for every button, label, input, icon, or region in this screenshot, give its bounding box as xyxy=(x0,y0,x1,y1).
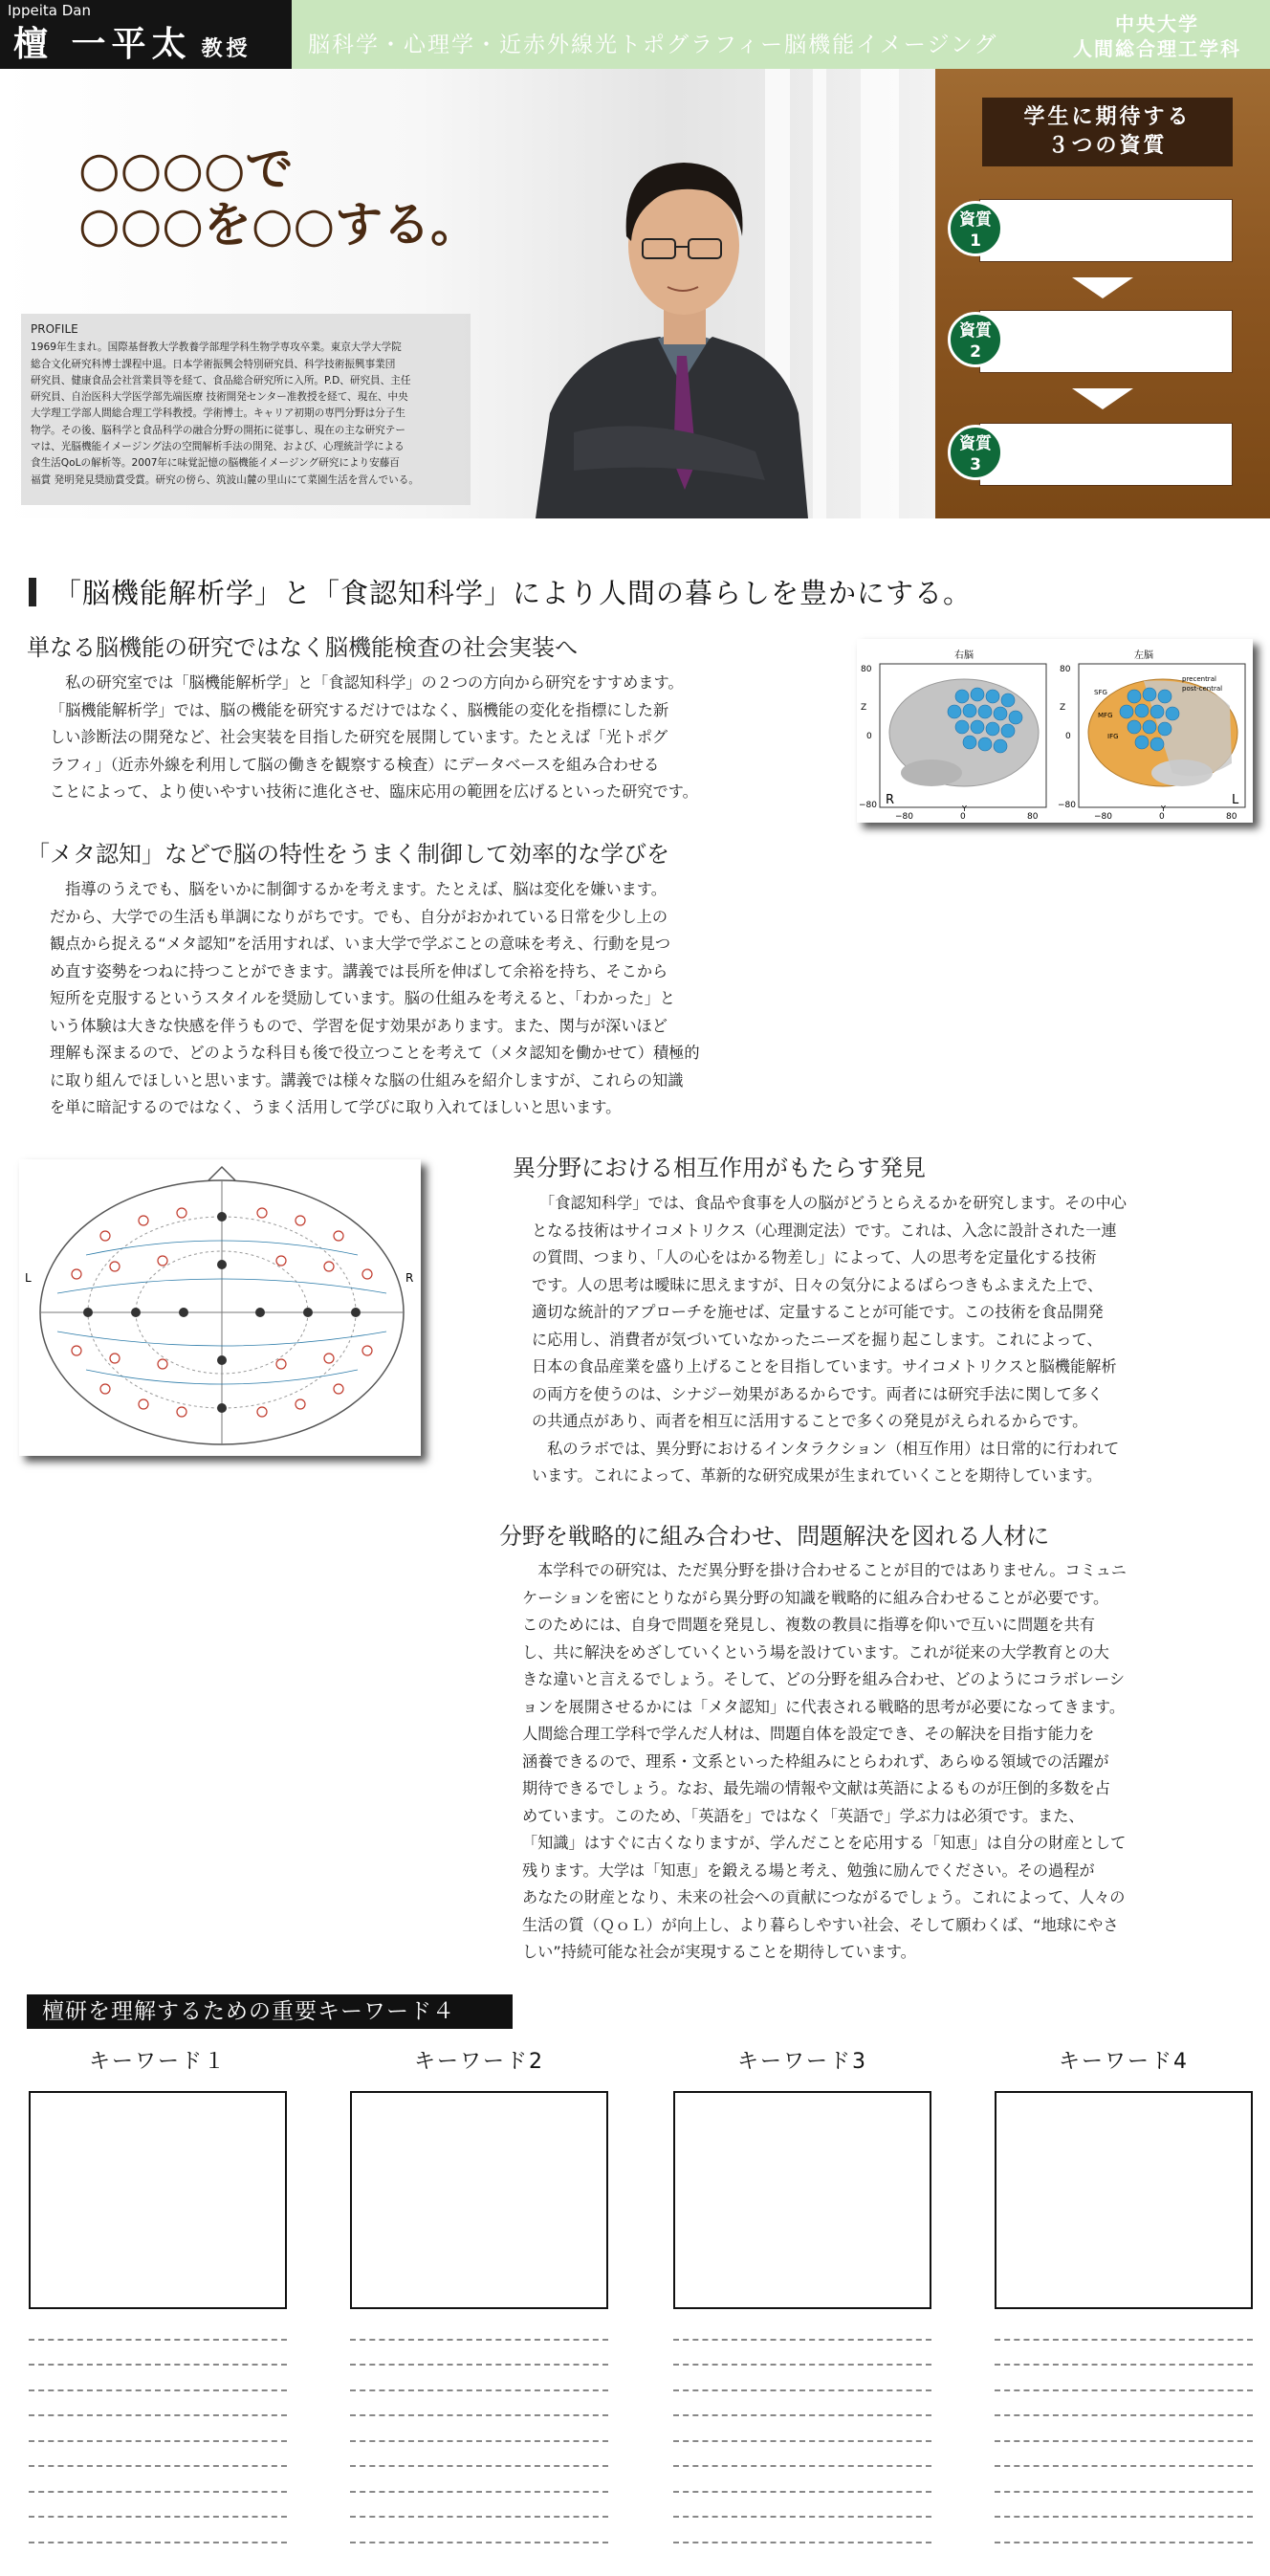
tick-label: −80 xyxy=(1094,812,1112,822)
paragraph-4 xyxy=(522,1557,1249,1967)
region-label: post-central xyxy=(1182,685,1223,693)
text-line: の質問、つまり、「人の心をはかる物差し」によって、人の思考を定量化する技術 xyxy=(532,1248,1097,1266)
tick-label: −80 xyxy=(895,812,913,822)
section-title-bar xyxy=(29,578,36,606)
tick-label: 80 xyxy=(1027,812,1039,822)
name-title: 教授 xyxy=(201,37,252,61)
text-line: ことによって、より使いやすい技術に進化させ、臨床応用の範囲を広げるといった研究です。 xyxy=(50,782,698,801)
profile-line: 福賞 発明発見奨励賞受賞。研究の傍ら、筑波山麓の里山にて菜園生活を営んでいる。 xyxy=(31,473,419,486)
region-label: precentral xyxy=(1182,675,1216,683)
figure-right-title: 左脳 xyxy=(1134,650,1153,661)
text-line: 本学科での研究は、ただ異分野を掛け合わせることが目的ではありません。コミュニ xyxy=(522,1561,1127,1579)
profile-line: 大学理工学部人間総合理工学科教授。学術博士。キャリア初期の専門分野は分子生 xyxy=(31,407,405,420)
text-line: いう体験は大きな快感を伴うもので、学習を促す効果があります。また、関与が深いほど xyxy=(50,1016,668,1035)
text-line: 「知識」はすぐに古くなりますが、学んだことを応用する「知恵」は自分の財産として xyxy=(522,1834,1127,1852)
text-line: 残ります。大学は「知恵」を鍛える場と考え、勉強に励んでください。その過程が xyxy=(522,1860,1095,1880)
keywords-heading: 檀研を理解するための重要キーワード４ xyxy=(27,1994,513,2029)
text-line: 指導のうえでも、脳をいかに制御するかを考えます。たとえば、脳は変化を嫌います。 xyxy=(50,880,667,898)
figure-left-title: 右脳 xyxy=(954,650,974,661)
paragraph-3 xyxy=(532,1190,1249,1490)
text-line: を単に暗記するのではなく、うまく活用して学びに取り入れてほしいと思います。 xyxy=(50,1098,622,1116)
region-label: MFG xyxy=(1098,712,1113,719)
tick-label: 80 xyxy=(861,665,872,674)
text-line: め直す姿勢をつねに持つことができます。講義では長所を伸ばして余裕を持ち、そこから xyxy=(50,961,668,980)
text-line: きな違いと言えるでしょう。そして、どの分野を組み合わせ、どのようにコラボレーシ xyxy=(522,1670,1126,1688)
profile-line: 研究員、健康食品会社営業員等を経て、食品総合研究所に入所。P.D、研究員、主任 xyxy=(31,374,411,386)
qualities-title-line-1: 学生に期待する xyxy=(1023,105,1192,129)
university-name: 中央大学 xyxy=(1115,12,1199,35)
qualities-title xyxy=(982,98,1233,166)
text-line: 「脳機能解析学」では、脳の機能を研究するだけではなく、脳機能の変化を指標にした新 xyxy=(50,700,669,719)
subheading-4: 分野を戦略的に組み合わせ、問題解決を図れる人材に xyxy=(499,1523,1050,1550)
text-line: 私の研究室では「脳機能解析学」と「食認知科学」の２つの方向から研究をすすめます。 xyxy=(50,673,684,692)
quality-number: 2 xyxy=(970,342,981,362)
tick-label: 0 xyxy=(1159,812,1165,822)
text-line: の両方を使うのは、シナジー効果があるからです。両者には研究手法に関して多く xyxy=(532,1384,1104,1403)
axis-label: Z xyxy=(861,703,867,713)
quality-number: 3 xyxy=(970,455,981,474)
keyword-notes-2[interactable] xyxy=(350,2315,608,2543)
text-line: ケーションを密にとりながら異分野の知識を戦略的に組み合わせることが必要です。 xyxy=(522,1588,1109,1607)
text-line: の共通点があり、両者を相互に活用することで多くの発見がえられるからです。 xyxy=(532,1412,1088,1430)
subheading-1: 単なる脳機能の研究ではなく脳機能検査の社会実装へ xyxy=(27,634,578,661)
text-line: います。これによって、革新的な研究成果が生まれていくことを期待しています。 xyxy=(532,1466,1103,1485)
name-romaji: Ippeita Dan xyxy=(8,2,91,19)
region-label: IFG xyxy=(1107,733,1119,740)
subheading-3: 異分野における相互作用がもたらす発見 xyxy=(513,1155,926,1181)
text-line: ョンを展開させるかには「メタ認知」に代表される戦略的思考が必要になってきます。 xyxy=(522,1697,1126,1716)
keyword-box-2[interactable] xyxy=(350,2091,608,2309)
keyword-label-1: キーワード１ xyxy=(88,2050,227,2074)
text-line: あなたの財産となり、未来の社会への貢献につながるでしょう。これによって、人々の xyxy=(522,1888,1126,1906)
tick-label: −80 xyxy=(859,801,877,810)
text-line: 適切な統計的アプローチを施せば、定量することが可能です。この技術を食品開発 xyxy=(532,1303,1104,1321)
text-line: 観点から捉える“メタ認知”を活用すれば、いま大学で学ぶことの意味を考え、行動を見つ xyxy=(50,935,671,953)
profile-line: 物学。その後、脳科学と食品科学の融合分野の開拓に従事し、現在の主な研究テー xyxy=(31,424,405,436)
text-line: 期待できるでしょう。なお、最先端の情報や文献は英語によるものが圧倒的多数を占 xyxy=(522,1779,1110,1797)
text-line: 生活の質（ＱｏＬ）が向上し、より暮らしやすい社会、そして願わくば、“地球にやさ xyxy=(522,1915,1119,1934)
corner-label: R xyxy=(886,793,895,807)
text-line: めています。このため、「英語を」ではなく「英語で」学ぶ力は必須です。また、 xyxy=(522,1806,1084,1825)
probe-layout-figure xyxy=(19,1159,421,1456)
arrow-down-icon xyxy=(1072,277,1133,298)
text-line: このためには、自身で問題を発見し、複数の教員に指導を仰いで互いに問題を共有 xyxy=(522,1616,1095,1634)
profile-box xyxy=(21,314,471,505)
text-line: となる技術はサイコメトリクス（心理測定法）です。これは、入念に設計された一連 xyxy=(532,1221,1117,1240)
axis-label: Z xyxy=(1060,703,1066,713)
tick-label: 80 xyxy=(1060,665,1071,674)
text-line: 「食認知科学」では、食品や食事を人の脳がどうとらえるかを研究します。その中心 xyxy=(532,1194,1127,1212)
brain-topography-figure xyxy=(857,639,1253,823)
quality-number: 1 xyxy=(970,231,981,251)
text-line: 短所を克服するというスタイルを奨励しています。脳の仕組みを考えると、「わかった」と xyxy=(50,989,675,1007)
tick-label: 0 xyxy=(866,732,872,741)
keyword-label-2: キーワード2 xyxy=(414,2050,544,2074)
quality-badge-3 xyxy=(948,425,1003,480)
keyword-label-3: キーワード3 xyxy=(737,2050,867,2074)
profile-line: 総合文化研究科博士課程中退。日本学術振興会特別研究員、科学技術振興事業団 xyxy=(31,358,396,370)
text-line: に取り組んでほしいと思います。講義では様々な脳の仕組みを紹介しますが、これらの知識 xyxy=(50,1070,684,1090)
text-line: 人間総合理工学科で学んだ人材は、問題自体を設定でき、その解決を目指す能力を xyxy=(522,1725,1095,1743)
catch-line-1: ○○○○で xyxy=(78,142,294,197)
quality-box-3 xyxy=(979,423,1233,486)
quality-badge-1 xyxy=(948,201,1003,256)
keyword-box-3[interactable] xyxy=(673,2091,931,2309)
text-line: 私のラボでは、異分野におけるインタラクション（相互作用）は日常的に行われて xyxy=(532,1439,1120,1458)
profile-line: マは、光脳機能イメージング法の空間解析手法の開発、および、心理統計学による xyxy=(31,441,405,453)
quality-box-1 xyxy=(979,199,1233,262)
quality-label: 資質 xyxy=(959,321,992,341)
profile-line: 食生活QoLの解析等。2007年に味覚記憶の脳機能イメージング研究により安藤百 xyxy=(31,457,400,470)
axis-label: Y xyxy=(962,804,967,813)
side-label: R xyxy=(405,1271,414,1285)
region-label: SFG xyxy=(1094,689,1107,696)
quality-badge-2 xyxy=(948,312,1003,367)
side-label: L xyxy=(25,1271,32,1285)
keyword-box-1[interactable] xyxy=(29,2091,287,2309)
text-line: 理解も深まるので、どのような科目も後で役立つことを考えて（メタ認知を働かせて）積極的 xyxy=(50,1044,700,1062)
tick-label: −80 xyxy=(1058,801,1076,810)
keyword-notes-4[interactable] xyxy=(995,2315,1253,2543)
text-line: し、共に解決をめざしていくという場を設けています。これが従来の大学教育との大 xyxy=(522,1642,1109,1662)
name-text: 檀 一平太 xyxy=(13,25,192,64)
keyword-notes-1[interactable] xyxy=(29,2315,287,2543)
professor-name xyxy=(13,17,252,66)
header-subtitle: 脳科学・心理学・近赤外線光トポグラフィー脳機能イメージング xyxy=(308,33,998,57)
profile-heading: PROFILE xyxy=(31,322,78,336)
text-line: だから、大学での生活も単調になりがちです。でも、自分がおかれている日常を少し上の xyxy=(50,907,668,926)
keyword-box-4[interactable] xyxy=(995,2091,1253,2309)
text-line: 涵養できるので、理系・文系といった枠組みにとらわれず、あらゆる領域での活躍が xyxy=(522,1751,1109,1771)
qualities-title-line-2: ３つの資質 xyxy=(1047,134,1168,158)
text-line: です。人の思考は曖昧に思えますが、日々の気分によるばらつきもふまえた上で、 xyxy=(532,1275,1104,1294)
paragraph-2 xyxy=(50,876,834,1122)
axis-label: Y xyxy=(1161,804,1166,813)
text-line: しい診断法の開発など、社会実装を目指した研究を展開しています。たとえば「光トポグ xyxy=(50,728,668,746)
subheading-2: 「メタ認知」などで脳の特性をうまく制御して効率的な学びを xyxy=(27,841,669,868)
profile-line: 研究員、自治医科大学医学部先端医療 技術開発センター准教授を経て、現在、中央 xyxy=(31,391,408,404)
faculty-name: 人間総合理工学科 xyxy=(1073,37,1241,60)
quality-box-2 xyxy=(979,310,1233,373)
text-line: しい”持続可能な社会が実現することを期待しています。 xyxy=(522,1943,916,1961)
section-title: 「脳機能解析学」と「食認知科学」により人間の暮らしを豊かにする。 xyxy=(54,577,973,609)
tick-label: 0 xyxy=(960,812,966,822)
tick-label: 80 xyxy=(1226,812,1237,822)
keyword-notes-3[interactable] xyxy=(673,2315,931,2543)
text-line: ラフィ」（近赤外線を利用して脳の働きを観察する検査）にデータベースを組み合わせる xyxy=(50,755,660,774)
arrow-down-icon xyxy=(1072,388,1133,409)
corner-label: L xyxy=(1232,793,1239,807)
tick-label: 0 xyxy=(1065,732,1071,741)
text-line: に応用し、消費者が気づいていなかったニーズを掘り起こします。これによって、 xyxy=(532,1330,1103,1349)
probe-layout-graphic xyxy=(19,1159,421,1456)
catch-line-2: ○○○を○○する。 xyxy=(78,197,479,253)
profile-line: 1969年生まれ。国際基督教大学教養学部理学科生物学専攻卒業。東京大学大学院 xyxy=(31,341,402,354)
catch-copy xyxy=(78,142,478,253)
quality-label: 資質 xyxy=(959,434,992,453)
paragraph-1 xyxy=(50,670,834,806)
header-university xyxy=(1062,11,1253,61)
text-line: 日本の食品産業を盛り上げることを目指しています。サイコメトリクスと脳機能解析 xyxy=(532,1357,1117,1376)
brain-topography-graphic xyxy=(857,639,1253,823)
quality-label: 資質 xyxy=(959,210,992,230)
keyword-label-4: キーワード4 xyxy=(1059,2050,1189,2074)
